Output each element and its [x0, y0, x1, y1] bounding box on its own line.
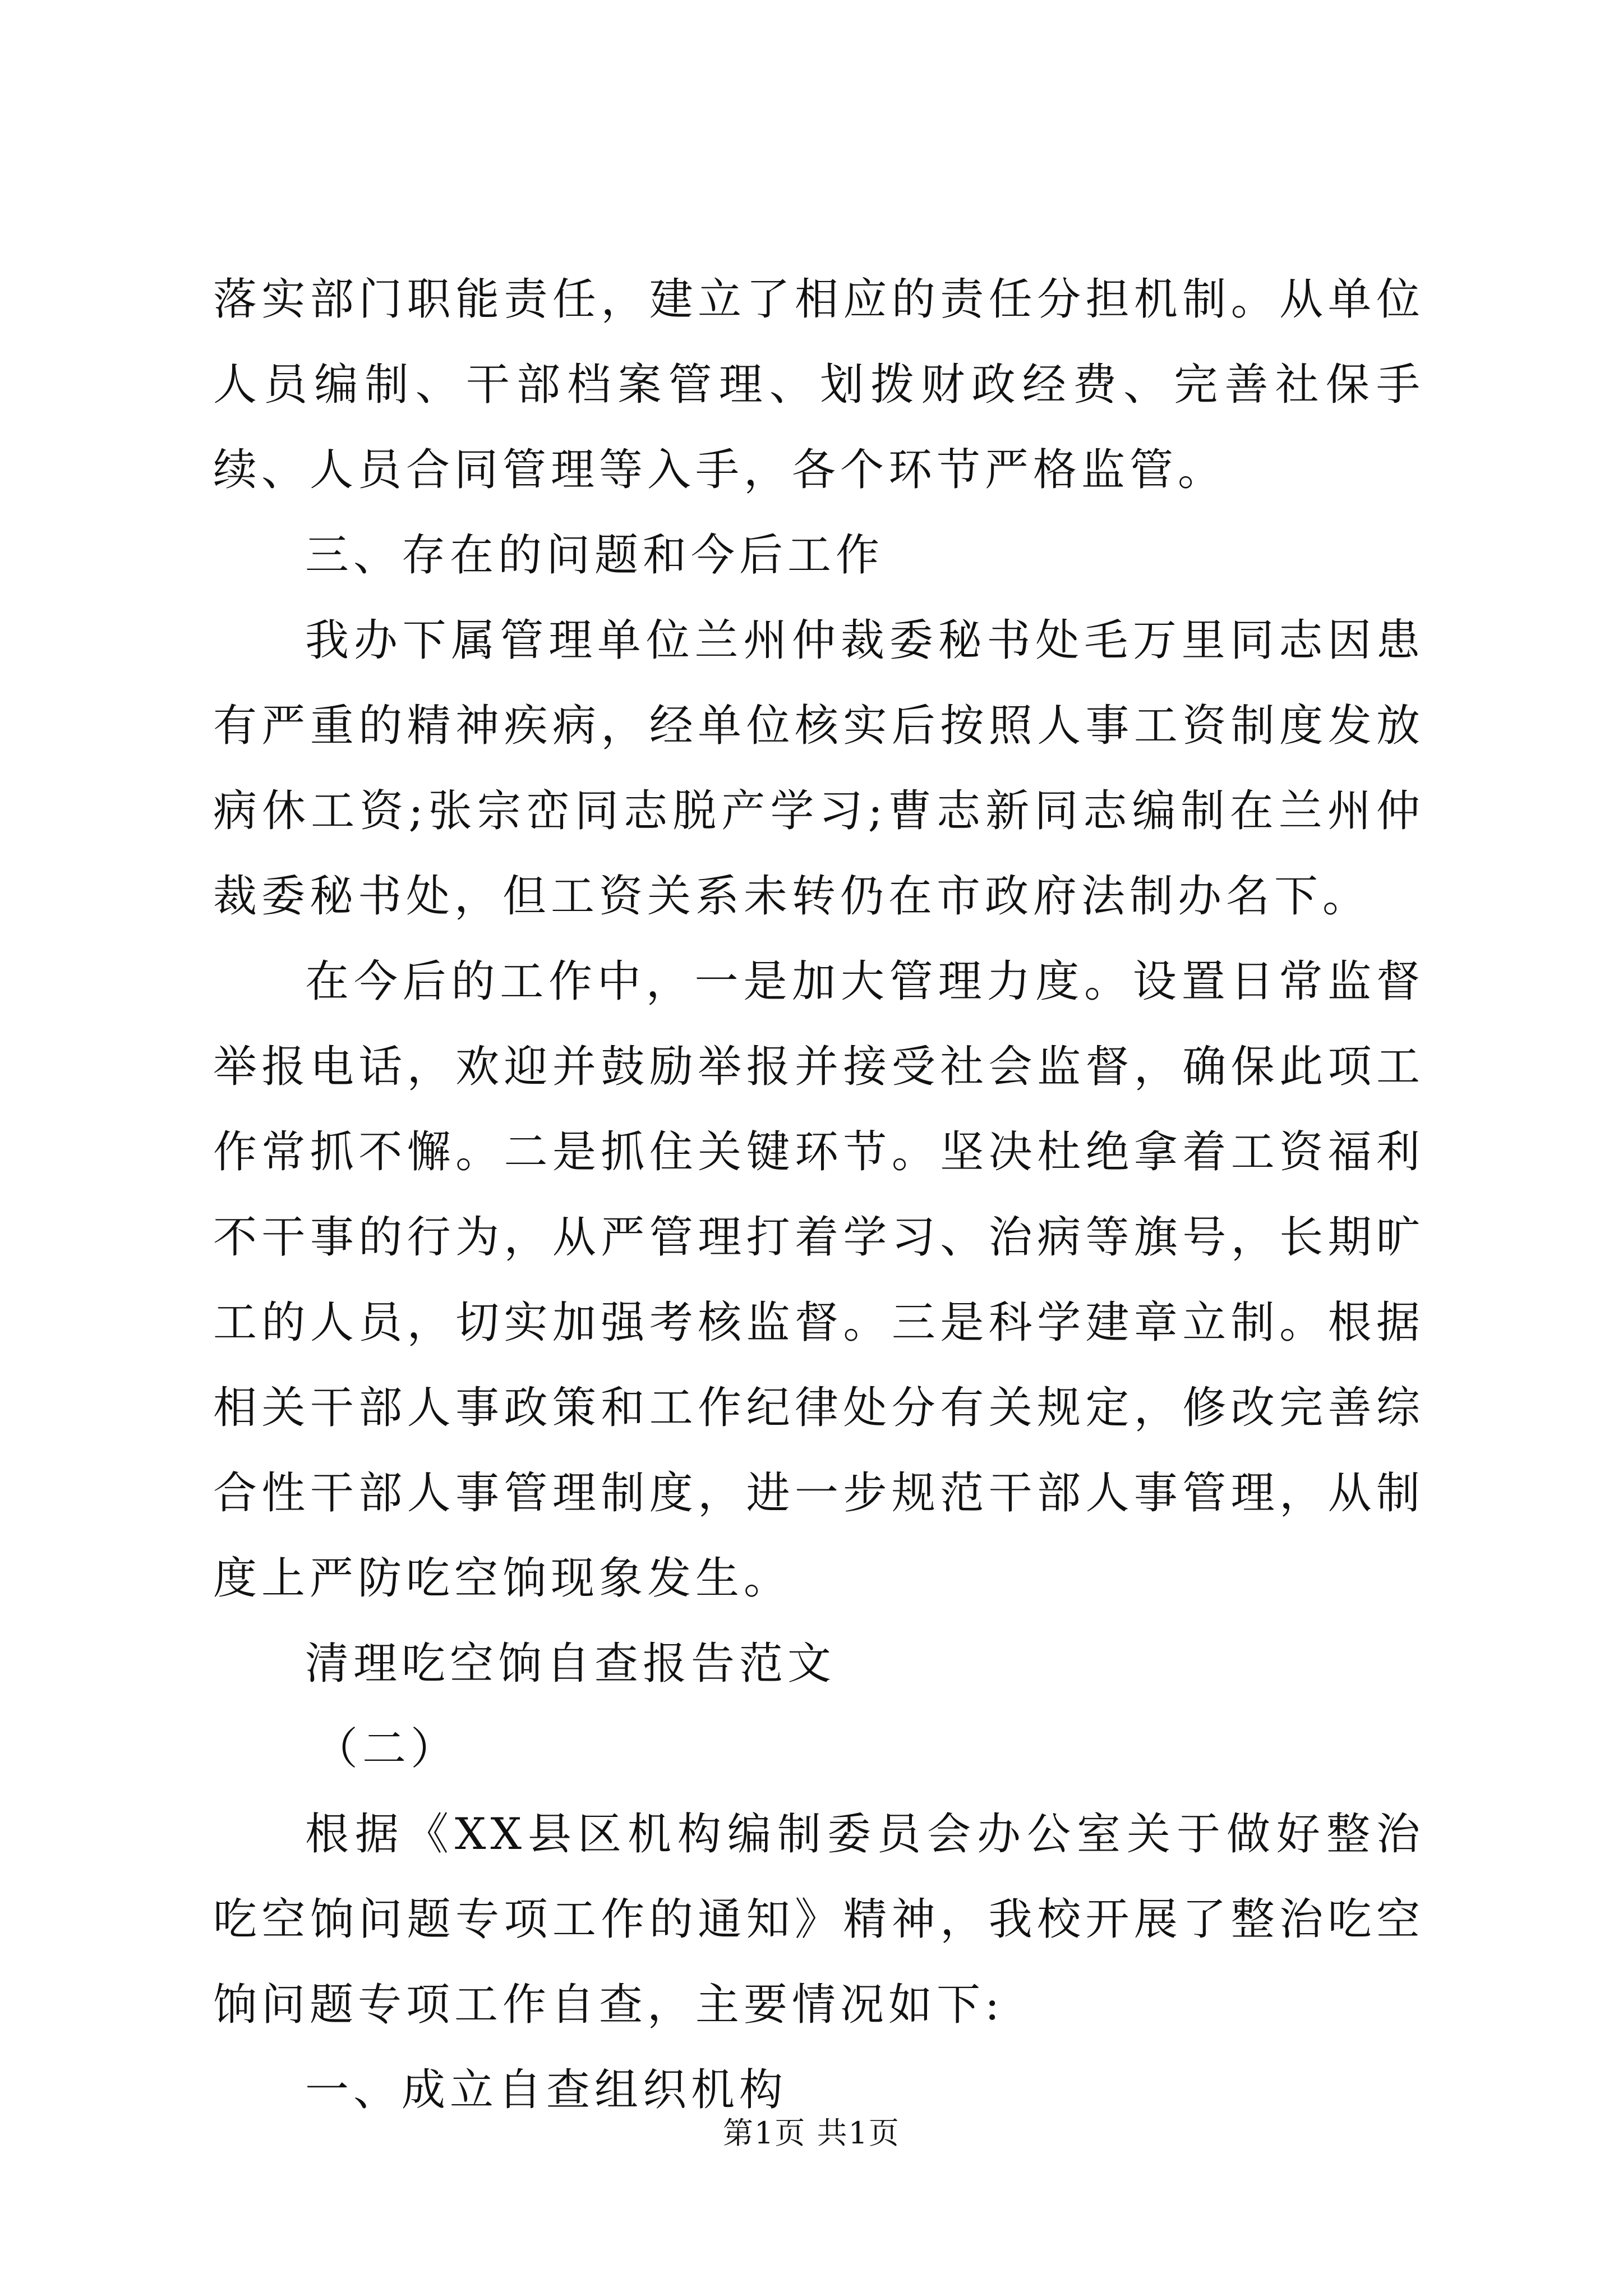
section-heading-organization: 一、成立自查组织机构 — [305, 2065, 788, 2115]
report-title: 清理吃空饷自查报告范文 — [305, 1639, 836, 1689]
paragraph-future-work: 在今后的工作中，一是加大管理力度。设置日常监督举报电话，欢迎并鼓励举报并接受社会监督，确保此项工作常抓不懈。二是抓住关键环节。坚决杜绝拿着工资福利不干事的行为，从严管理打着学习、治病等旗号，长期旷工的人员，切实加强考核监督。三是科学建章立制。根据相关干部人事政策和工作纪律处分有关规定，修改完善综合性干部人事管理制度，进一步规范干部人事管理，从制度上严防吃空饷现象发生。 — [213, 956, 1424, 1604]
paragraph-responsibility: 落实部门职能责任，建立了相应的责任分担机制。从单位人员编制、干部档案管理、划拨财政经费、完善社保手续、人员合同管理等入手，各个环节严格监管。 — [213, 274, 1424, 495]
page-footer: 第1页 共1页 — [723, 2115, 900, 2151]
document-body — [213, 257, 1424, 2133]
paragraph-problems: 我办下属管理单位兰州仲裁委秘书处毛万里同志因患有严重的精神疾病，经单位核实后按照人事工资制度发放病休工资;张宗峦同志脱产学习;曹志新同志编制在兰州仲裁委秘书处，但工资关系未转仍在市政府法制办名下。 — [213, 615, 1424, 922]
section-heading-problems: 三、存在的问题和今后工作 — [305, 530, 884, 581]
report-part-number: （二） — [314, 1724, 459, 1774]
paragraph-introduction: 根据《XX县区机构编制委员会办公室关于做好整治吃空饷问题专项工作的通知》精神，我校开展了整治吃空饷问题专项工作自查，主要情况如下: — [213, 1809, 1424, 2030]
